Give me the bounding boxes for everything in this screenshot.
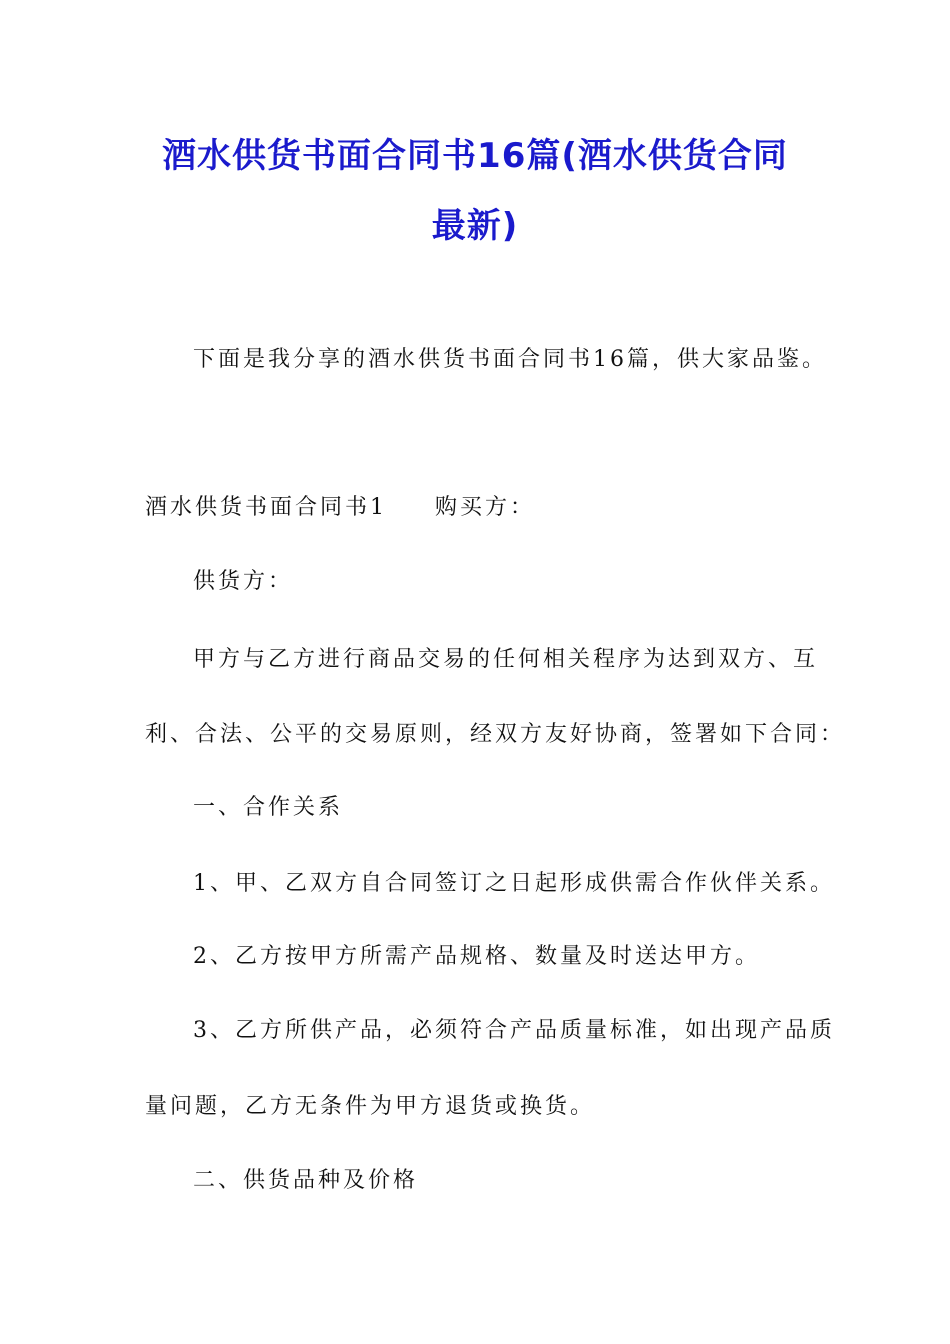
document-title-line-1: 酒水供货书面合同书16篇(酒水供货合同	[162, 136, 788, 176]
paragraph-line: 利、合法、公平的交易原则，经双方友好协商，签署如下合同：	[145, 722, 846, 747]
supplier-label: 供货方：	[193, 569, 294, 594]
buyer-label: 购买方：	[435, 495, 536, 520]
contract-heading: 酒水供货书面合同书1	[145, 495, 387, 520]
section-heading: 二、供货品种及价格	[193, 1168, 419, 1193]
list-item: 1、甲、乙双方自合同签订之日起形成供需合作伙伴关系。	[193, 871, 835, 896]
section-heading: 一、合作关系	[193, 795, 344, 820]
list-item: 3、乙方所供产品，必须符合产品质量标准，如出现产品质	[193, 1018, 835, 1043]
paragraph-line: 甲方与乙方进行商品交易的任何相关程序为达到双方、互	[193, 647, 819, 672]
list-item: 2、乙方按甲方所需产品规格、数量及时送达甲方。	[193, 944, 760, 969]
list-item-continued: 量问题，乙方无条件为甲方退货或换货。	[145, 1094, 596, 1119]
section-heading-row	[145, 493, 535, 523]
intro-paragraph: 下面是我分享的酒水供货书面合同书16篇，供大家品鉴。	[193, 347, 827, 372]
document-title-line-2: 最新)	[431, 206, 519, 246]
